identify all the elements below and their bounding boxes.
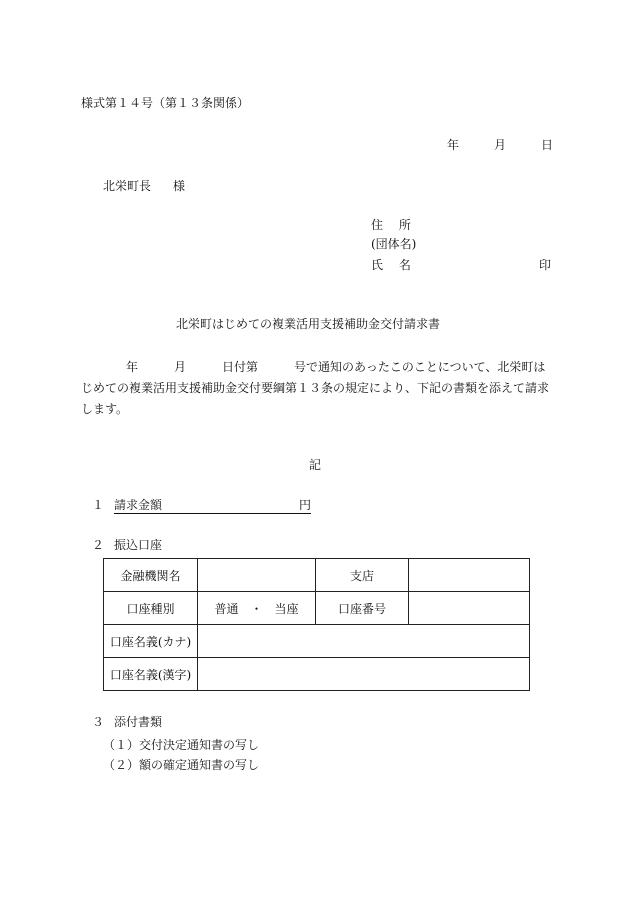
seal-mark: 印	[539, 258, 552, 272]
claim-amount-line	[114, 499, 311, 514]
date-month: 月	[494, 138, 507, 152]
document-title: 北栄町はじめての複業活用支援補助金交付請求書	[176, 317, 441, 331]
bank-value-cell[interactable]	[198, 559, 316, 592]
branch-value-cell[interactable]	[409, 559, 530, 592]
account-type-label: 口座種別	[104, 592, 198, 625]
claim-amount-label: 請求金額	[114, 498, 163, 512]
item3-number: ３	[92, 715, 105, 729]
attachment-doc-1: （１）交付決定通知書の写し	[103, 738, 260, 752]
branch-label: 支店	[316, 559, 409, 592]
body-paragraph: 年 月 日付第 号で通知のあったこのことについて、北栄町はじめての複業活用支援補助金交付要綱第１３条の規定により、下記の書類を添えて請求します。	[81, 360, 550, 416]
addressee-name: 北栄町長	[103, 179, 152, 193]
item2-number: ２	[92, 538, 105, 552]
account-table	[103, 558, 530, 691]
applicant-name-label: 氏 名	[371, 258, 411, 272]
account-type-value[interactable]: 普通 ・ 当座	[198, 592, 316, 625]
holder-kanji-label: 口座名義(漢字)	[104, 658, 198, 691]
form-number: 様式第１４号（第１３条関係）	[81, 96, 250, 110]
holder-kana-cell[interactable]	[198, 625, 530, 658]
holder-kanji-cell[interactable]	[198, 658, 530, 691]
holder-kana-label: 口座名義(カナ)	[104, 625, 198, 658]
item3-label: 添付書類	[114, 715, 163, 729]
addressee-honorific: 様	[173, 179, 186, 193]
account-number-label: 口座番号	[316, 592, 409, 625]
item2-label: 振込口座	[114, 538, 163, 552]
date-day: 日	[541, 138, 554, 152]
item1-number: １	[92, 498, 105, 512]
applicant-address-label: 住 所	[371, 218, 411, 232]
attachment-doc-2: （２）額の確定通知書の写し	[103, 758, 260, 772]
date-year: 年	[447, 138, 460, 152]
bank-label: 金融機関名	[104, 559, 198, 592]
ki-heading: 記	[309, 458, 322, 472]
claim-amount-unit: 円	[298, 498, 311, 512]
applicant-org-label: (団体名)	[371, 237, 417, 251]
claim-amount-field	[114, 499, 311, 514]
account-number-cell[interactable]	[409, 592, 530, 625]
